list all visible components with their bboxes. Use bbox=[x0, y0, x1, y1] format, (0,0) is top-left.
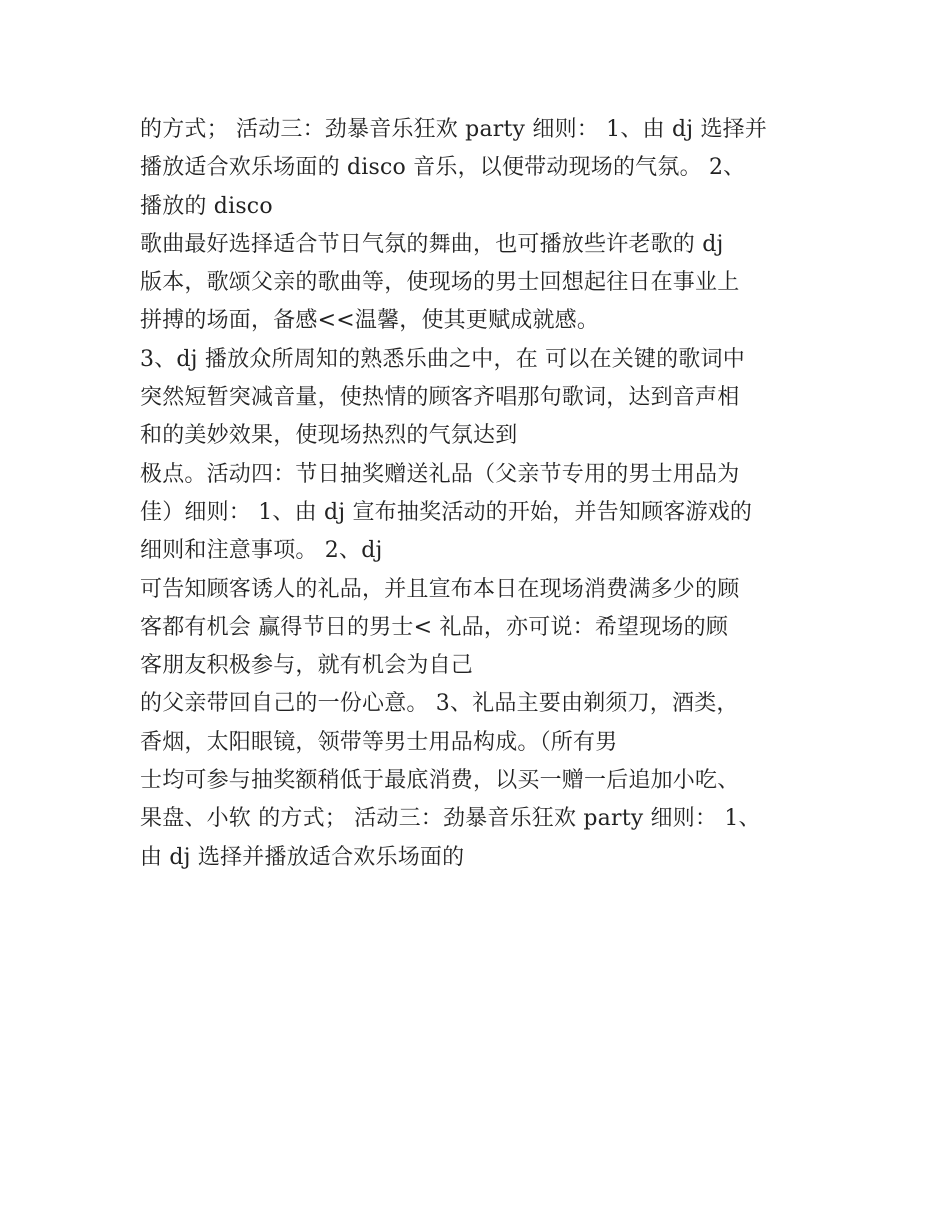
text-line: 果盘、小软 的方式； 活动三：劲暴音乐狂欢 party 细则： 1、 bbox=[140, 806, 761, 832]
text-line: 突然短暂突减音量，使热情的顾客齐唱那句歌词，达到音声相 bbox=[140, 385, 740, 411]
document-body bbox=[140, 111, 820, 877]
text-line: 播放的 disco bbox=[140, 193, 273, 219]
text-line: 歌曲最好选择适合节日气氛的舞曲，也可播放些许老歌的 dj bbox=[140, 231, 724, 257]
text-line: 极点。活动四：节日抽奖赠送礼品（父亲节专用的男士用品为 bbox=[140, 461, 740, 487]
text-line: 拼搏的场面，备感<<温馨，使其更赋成就感。 bbox=[140, 308, 600, 334]
text-line: 士均可参与抽奖额稍低于最底消费，以买一赠一后追加小吃、 bbox=[140, 768, 740, 794]
text-line: 客朋友积极参与，就有机会为自己 bbox=[140, 653, 474, 679]
text-line: 版本，歌颂父亲的歌曲等，使现场的男士回想起往日在事业上 bbox=[140, 270, 740, 296]
text-line: 的父亲带回自己的一份心意。 3、礼品主要由剃须刀，酒类， bbox=[140, 691, 739, 717]
text-line: 香烟，太阳眼镜，领带等男士用品构成。（所有男 bbox=[140, 729, 618, 755]
text-line: 3、dj 播放众所周知的熟悉乐曲之中，在 可以在关键的歌词中 bbox=[140, 346, 745, 372]
text-line: 播放适合欢乐场面的 disco 音乐，以便带动现场的气氛。 2、 bbox=[140, 155, 746, 181]
text-line: 的方式； 活动三：劲暴音乐狂欢 party 细则： 1、由 dj 选择并 bbox=[140, 117, 768, 142]
text-line: 和的美妙效果，使现场热烈的气氛达到 bbox=[140, 423, 518, 449]
text-line: 客都有机会 赢得节日的男士< 礼品，亦可说：希望现场的顾 bbox=[140, 614, 729, 640]
text-line: 细则和注意事项。 2、dj bbox=[140, 538, 383, 564]
text-line: 可告知顾客诱人的礼品，并且宣布本日在现场消费满多少的顾 bbox=[140, 576, 740, 602]
text-line: 佳）细则： 1、由 dj 宣布抽奖活动的开始，并告知顾客游戏的 bbox=[140, 499, 753, 525]
text-line: 由 dj 选择并播放适合欢乐场面的 bbox=[140, 844, 465, 870]
